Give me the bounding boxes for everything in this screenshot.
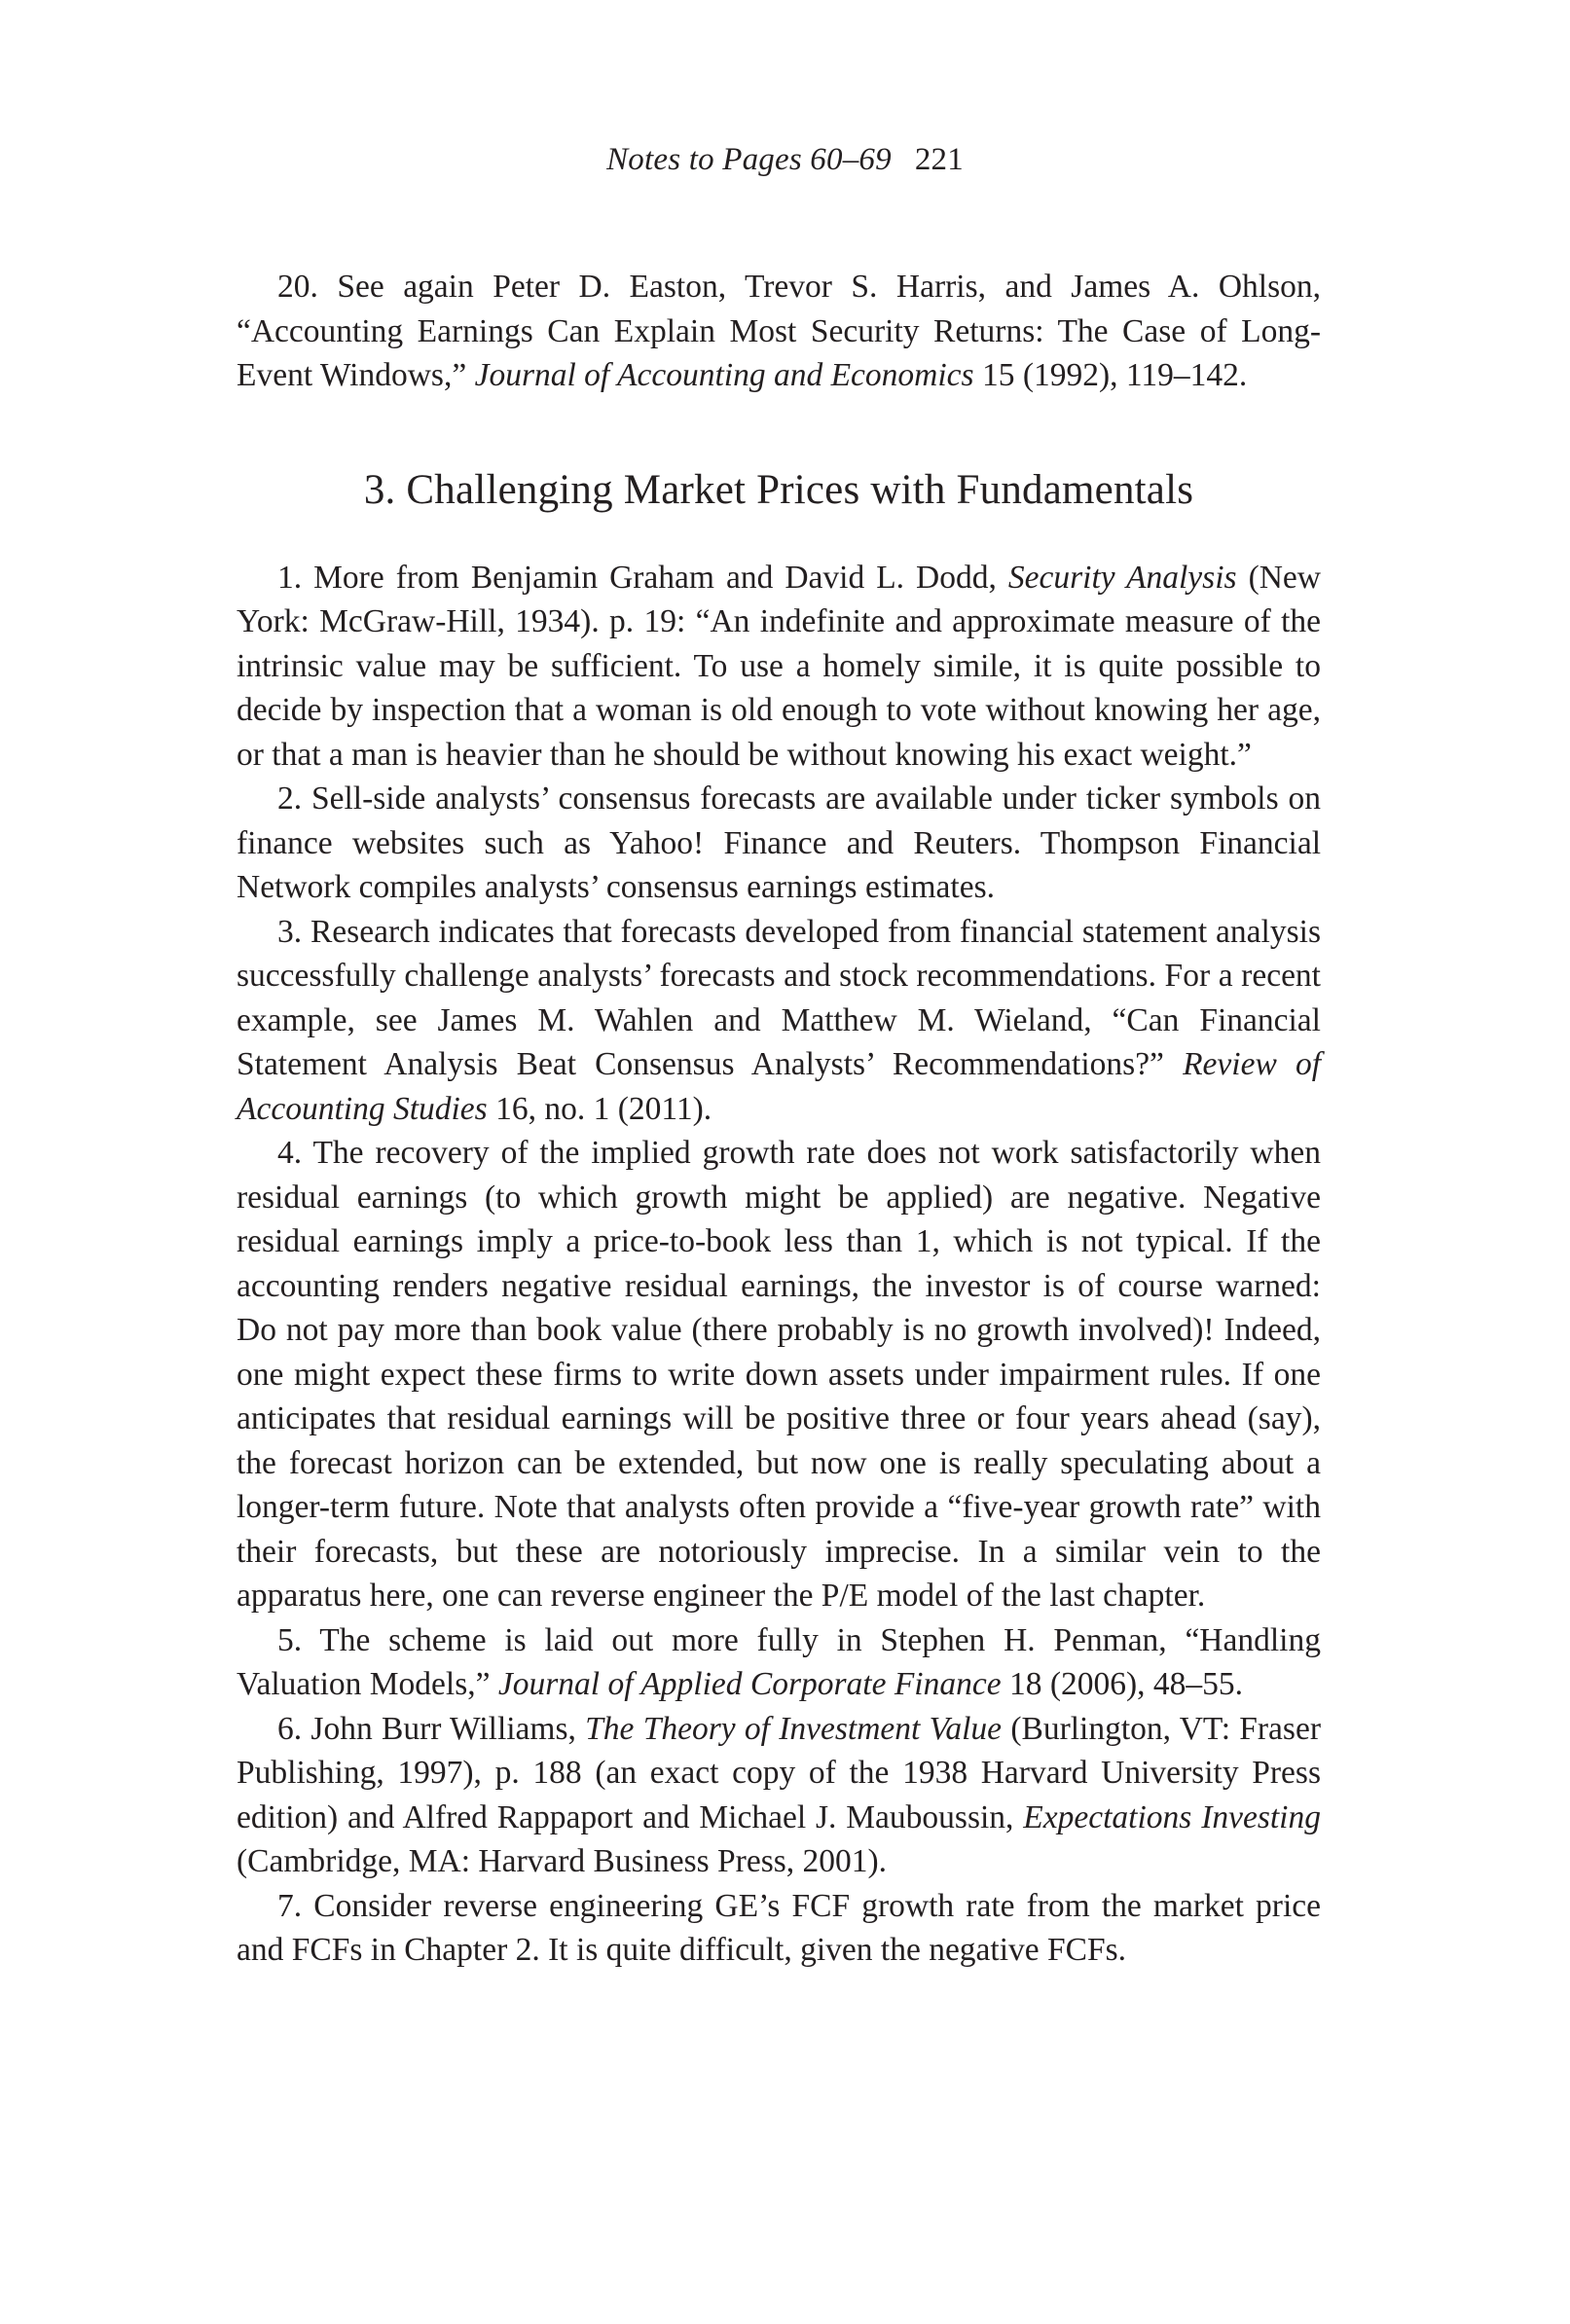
note-text: (Burlington, VT: Fraser Publishing, 1997), p. 188 (an exact copy of the 1938 Harvard University Press edition) and Alfred Rappaport and Michael J. Mauboussin, xyxy=(237,1710,1321,1835)
note-2 xyxy=(237,777,1321,910)
note-number: 3. xyxy=(277,913,303,950)
note-text: 16, no. 1 (2011). xyxy=(487,1090,712,1127)
note-number: 6. xyxy=(277,1710,303,1747)
note-1 xyxy=(237,556,1321,778)
note-number: 7. xyxy=(277,1887,303,1924)
book-title: Security Analysis xyxy=(1007,559,1237,596)
book-title: The Theory of Investment Value xyxy=(585,1710,1003,1747)
note-6 xyxy=(237,1707,1321,1884)
journal-title: Review of Accounting Studies xyxy=(237,1046,1321,1127)
note-number: 20. xyxy=(277,269,318,305)
note-text: More from Benjamin Graham and David L. Dodd, xyxy=(302,559,1008,596)
note-text: (New York: McGraw-Hill, 1934). p. 19: “An indefinite and approximate measure of the intrinsic value may be sufficient. To use a homely simile, it is quite possible to decide by inspection that a woman is old enough to vote without knowing her age, or that a man is heavier than he should be without knowing his exact weight.” xyxy=(237,559,1321,773)
chapter-notes xyxy=(237,556,1321,1973)
note-number: 5. xyxy=(277,1621,303,1658)
carryover-notes xyxy=(237,265,1321,398)
note-text: See again Peter D. Easton, Trevor S. Harris, and James A. Ohlson, “Accounting Earnings Can Explain Most Security Returns: The Case of Long-Event Windows,” xyxy=(237,269,1321,393)
book-title: Expectations Investing xyxy=(1023,1798,1321,1835)
note-text: Research indicates that forecasts developed from financial statement analysis successfully challenge analysts’ forecasts and stock recommendations. For a recent example, see James M. Wahlen and Matthew M. Wieland, “Can Financial Statement Analysis Beat Consensus Analysts’ Recommendations?” xyxy=(237,913,1321,1082)
note-4 xyxy=(237,1131,1321,1618)
note-text: (Cambridge, MA: Harvard Business Press, 2001). xyxy=(237,1843,888,1879)
note-number: 4. xyxy=(277,1135,303,1171)
note-3 xyxy=(237,910,1321,1132)
running-head xyxy=(0,140,1570,179)
note-20 xyxy=(237,265,1321,398)
running-head-title: Notes to Pages 60–69 xyxy=(606,142,892,177)
note-text: The scheme is laid out more fully in Stephen H. Penman, “Handling Valuation Models,” xyxy=(237,1621,1321,1702)
note-7 xyxy=(237,1884,1321,1973)
note-text: 18 (2006), 48–55. xyxy=(1001,1666,1244,1702)
note-text: John Burr Williams, xyxy=(302,1710,586,1747)
note-number: 1. xyxy=(277,559,303,596)
note-5 xyxy=(237,1618,1321,1707)
chapter-heading: 3. Challenging Market Prices with Fundamentals xyxy=(363,466,1194,513)
note-text: Sell-side analysts’ consensus forecasts are available under ticker symbols on finance websites such as Yahoo! Finance and Reuters. Thompson Financial Network compiles analysts’ consensus earnings estimates. xyxy=(237,781,1321,905)
note-text: 15 (1992), 119–142. xyxy=(973,357,1248,393)
note-number: 2. xyxy=(277,781,303,817)
note-text: The recovery of the implied growth rate does not work satisfactorily when residual earnings (to which growth might be applied) are negative. Negative residual earnings imply a price-to-book less than 1, which is not typical. If the accounting renders negative residual earnings, the investor is of course warned: Do not pay more than book value (there probably is no growth involved)! Indeed, one might expect these firms to write down assets under impairment rules. If one anticipates that residual earnings will be positive three or four years ahead (say), the forecast horizon can be extended, but now one is really speculating about a longer-term future. Note that analysts often provide a “five-year growth rate” with their forecasts, but these are notoriously imprecise. In a similar vein to the apparatus here, one can reverse engineer the P/E model of the last chapter. xyxy=(237,1135,1321,1614)
page-number: 221 xyxy=(914,142,964,177)
note-text: Consider reverse engineering GE’s FCF growth rate from the market price and FCFs in Chapter 2. It is quite difficult, given the negative FCFs. xyxy=(237,1887,1321,1968)
journal-title: Journal of Accounting and Economics xyxy=(474,357,974,393)
journal-title: Journal of Applied Corporate Finance xyxy=(497,1666,1002,1702)
page-body xyxy=(237,265,1321,1973)
